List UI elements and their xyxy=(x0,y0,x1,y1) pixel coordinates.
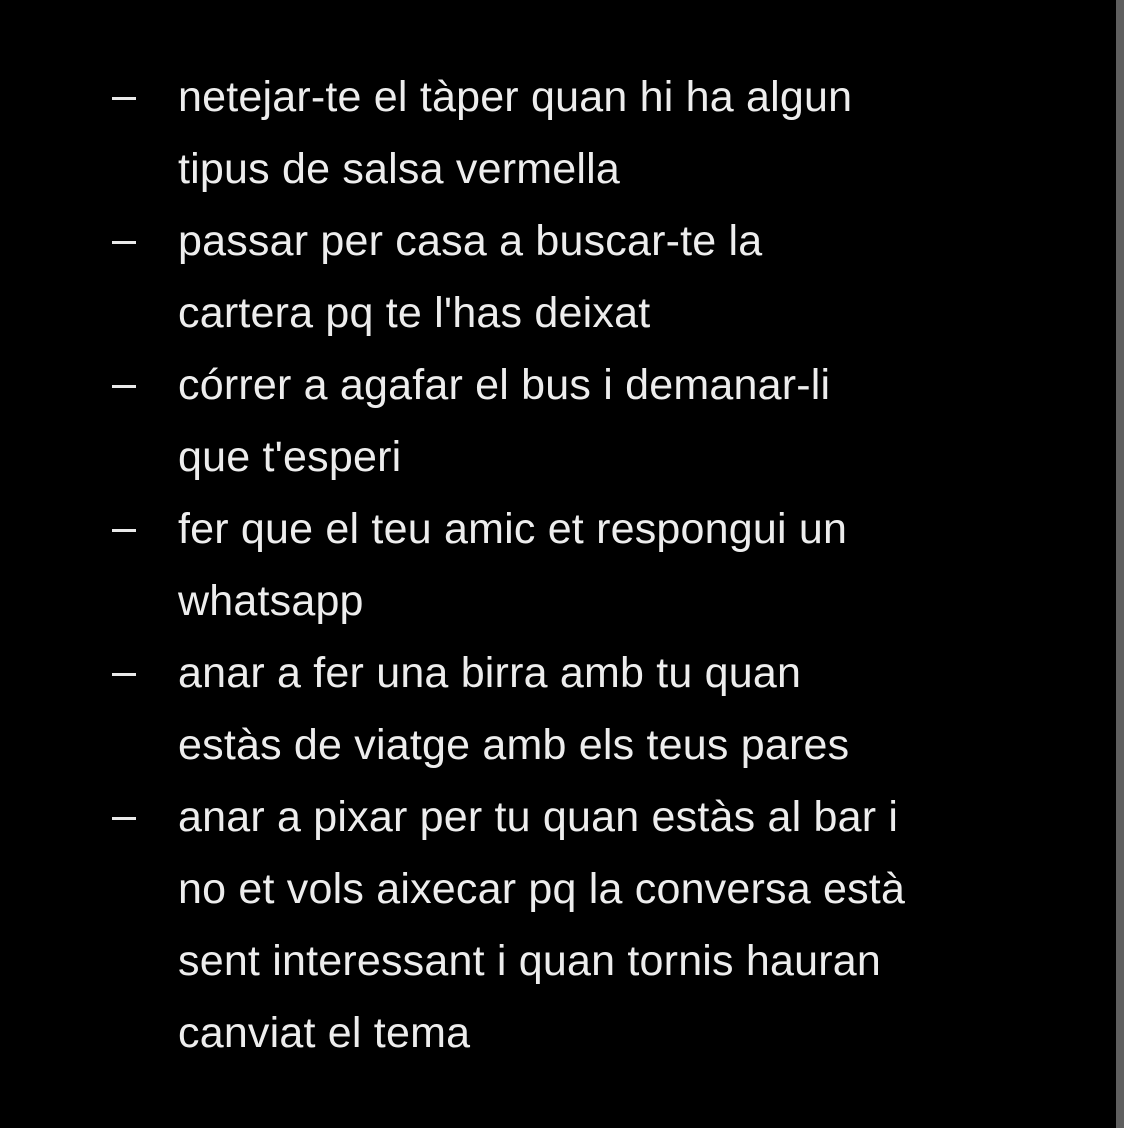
list-item-line: estàs de viatge amb els teus pares xyxy=(178,721,850,769)
list-item-line: anar a pixar per tu quan estàs al bar i xyxy=(178,793,899,841)
list-item-text xyxy=(178,637,1060,781)
list-item xyxy=(0,493,1110,637)
list-item-text xyxy=(178,493,1060,637)
dash-bullet-icon xyxy=(112,673,136,676)
list-item xyxy=(0,61,1110,205)
list-item-line: whatsapp xyxy=(178,577,364,625)
list-item-text xyxy=(178,349,1060,493)
list-item-line: cartera pq te l'has deixat xyxy=(178,289,651,337)
list-item-text xyxy=(178,781,1060,1069)
list-item xyxy=(0,205,1110,349)
dash-bullet-icon xyxy=(112,241,136,244)
dash-bullet-icon xyxy=(112,97,136,100)
list-item-line: anar a fer una birra amb tu quan xyxy=(178,649,802,697)
list-item xyxy=(0,349,1110,493)
vertical-scrollbar[interactable] xyxy=(1116,0,1124,1128)
dash-bullet-icon xyxy=(112,817,136,820)
list-item xyxy=(0,781,1110,1069)
list-item-line: canviat el tema xyxy=(178,1009,471,1057)
dash-bullet-icon xyxy=(112,385,136,388)
list-item-line: passar per casa a buscar-te la xyxy=(178,217,763,265)
list-item xyxy=(0,637,1110,781)
list-item-line: tipus de salsa vermella xyxy=(178,145,620,193)
list-item-text xyxy=(178,205,1060,349)
list-item-line: córrer a agafar el bus i demanar-li xyxy=(178,361,831,409)
list-item-line: sent interessant i quan tornis hauran xyxy=(178,937,882,985)
list-item-line: fer que el teu amic et respongui un xyxy=(178,505,848,553)
list-item-line: netejar-te el tàper quan hi ha algun xyxy=(178,73,853,121)
dash-bullet-icon xyxy=(112,529,136,532)
bullet-list xyxy=(0,61,1110,1069)
list-item-line: no et vols aixecar pq la conversa està xyxy=(178,865,906,913)
list-item-text xyxy=(178,61,1060,205)
list-item-line: que t'esperi xyxy=(178,433,402,481)
